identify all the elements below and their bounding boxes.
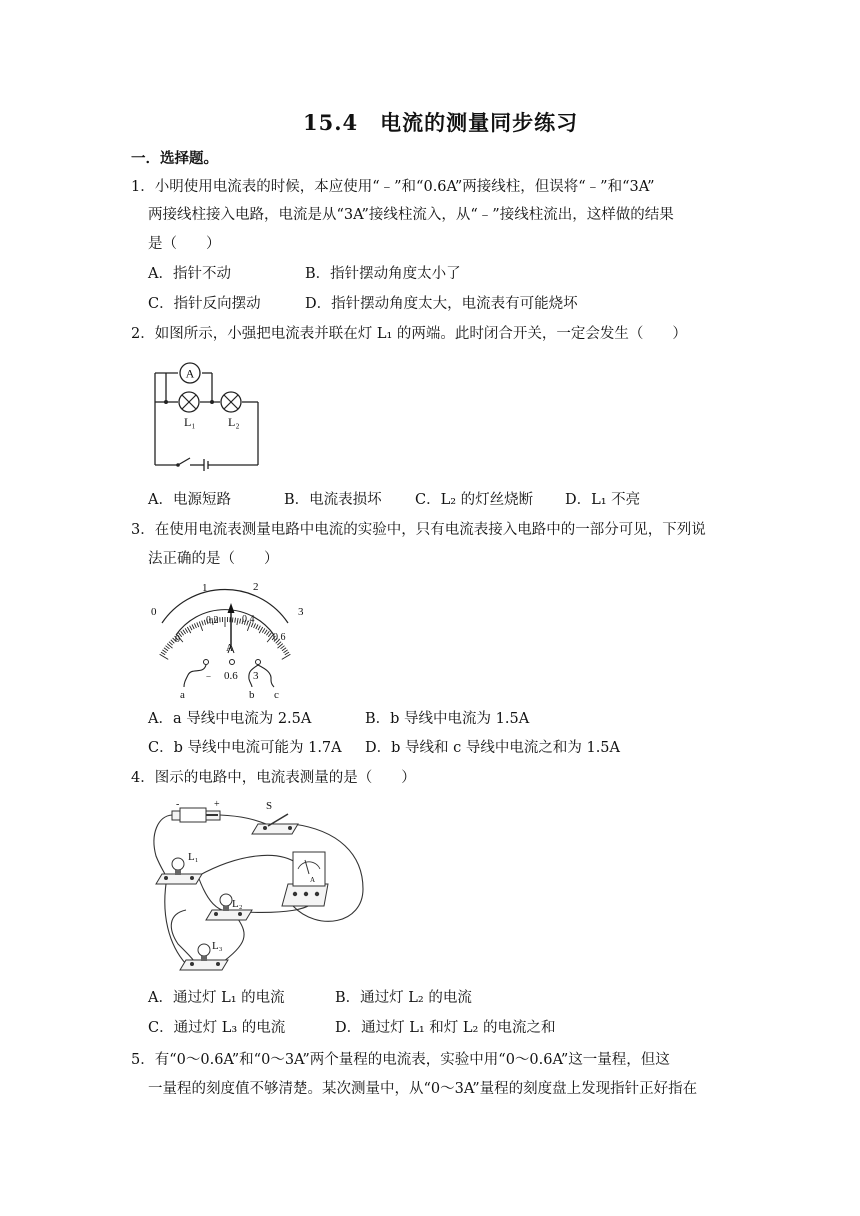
q1-text-line3: 是（ ） [148, 236, 221, 252]
dial-tick-mark [161, 652, 165, 655]
dial-tick-mark [281, 646, 285, 649]
q4-option-d: D．通过灯 L₁ 和灯 L₂ 的电流之和 [335, 1020, 556, 1036]
wire-b-label: b [249, 689, 255, 701]
lamp-l3 [180, 940, 228, 970]
dial-tick-mark [282, 654, 291, 659]
q4-circuit-photo [148, 794, 370, 978]
lamp-l1-label: L₁ [188, 851, 199, 863]
dial-tick-mark [264, 630, 267, 634]
dial-tick-mark [169, 642, 173, 645]
dial-inner-tick-02: 0.2 [206, 615, 219, 626]
q3-option-d: D．b 导线和 c 导线中电流之和为 1.5A [365, 740, 620, 756]
dial-tick-mark [266, 631, 269, 635]
dial-outer-tick-3: 3 [298, 606, 304, 618]
dial-tick-mark [268, 633, 271, 637]
lamp-l2 [206, 894, 252, 920]
q2-option-b: B．电流表损坏 [284, 492, 382, 508]
dial-inner-tick-04: 0.4 [242, 614, 255, 625]
dial-tick-mark [194, 623, 196, 628]
dial-tick-mark [285, 652, 289, 655]
q1-text-line1: 1．小明使用电流表的时候，本应使用“﹣”和“0.6A”两接线柱，但误将“﹣”和“3A” [131, 179, 655, 195]
dial-tick-mark [185, 628, 188, 632]
lamp-l3-label: L₃ [212, 940, 223, 952]
dial-inner-tick-06: 0.6 [273, 632, 286, 643]
dial-tick-mark [166, 646, 170, 649]
dial-outer-tick-1: 1 [202, 582, 208, 594]
q3-option-b: B．b 导线中电流为 1.5A [365, 711, 530, 727]
dial-tick-mark [282, 648, 286, 651]
lamp-l2-label: L₂ [232, 898, 243, 910]
dial-tick-mark [232, 617, 233, 622]
q1-option-c: C．指针反向摆动 [148, 296, 261, 312]
battery-holder [172, 799, 220, 822]
q3-option-c: C．b 导线中电流可能为 1.7A [148, 740, 342, 756]
q2-text-line1: 2．如图所示，小强把电流表并联在灯 L₁ 的两端。此时闭合开关，一定会发生（ ） [131, 326, 687, 342]
dial-tick-mark [258, 626, 260, 630]
dial-outer-tick-0: 0 [151, 606, 157, 618]
q4-text-line1: 4．图示的电路中，电流表测量的是（ ） [131, 770, 416, 786]
q3-text-line1: 3．在使用电流表测量电路中电流的实验中，只有电流表接入电路中的一部分可见，下列说 [131, 522, 706, 538]
dial-tick-mark [164, 648, 168, 651]
q5-text-line1: 5．有“0～0.6A”和“0～3A”两个量程的电流表，实验中用“0～0.6A”这一量程，但这 [131, 1052, 670, 1068]
wire-a-label: a [180, 689, 185, 701]
dial-tick-mark [190, 626, 192, 630]
terminal-minus: ﹣ [203, 670, 214, 682]
q3-text-line2: 法正确的是（ ） [148, 551, 279, 567]
lamp-l1-symbol [179, 392, 199, 412]
dial-tick-mark [235, 618, 236, 623]
lamp-l1 [156, 851, 202, 884]
ammeter-device-label: A [310, 876, 316, 884]
dial-tick-mark [284, 650, 288, 653]
battery-plus-label: + [214, 799, 220, 810]
q4-option-a: A．通过灯 L₁ 的电流 [148, 990, 285, 1006]
l1-label: L₁ [184, 415, 196, 429]
ammeter-label: A [185, 366, 195, 381]
l2-label: L₂ [228, 415, 240, 429]
lamp-l2-symbol [221, 392, 241, 412]
q1-option-d: D．指针摆动角度太大，电流表有可能烧坏 [305, 296, 578, 312]
dial-tick-mark [192, 625, 194, 630]
q3-ammeter-dial [148, 575, 304, 701]
battery-minus-label: - [176, 799, 180, 810]
q1-text-line2: 两接线柱接入电路，电流是从“3A”接线柱流入，从“﹣”接线柱流出，这样做的结果 [148, 207, 674, 223]
dial-tick-mark [202, 621, 204, 626]
q1-option-a: A．指针不动 [148, 266, 231, 282]
dial-tick-mark [197, 622, 199, 627]
dial-inner-tick-0: 0 [175, 634, 180, 645]
terminal-06: 0.6 [224, 670, 238, 682]
dial-outer-tick-2: 2 [253, 581, 259, 593]
wire-c-label: c [274, 689, 279, 701]
q2-option-c: C．L₂ 的灯丝烧断 [415, 492, 534, 508]
dial-unit-label: A [226, 643, 234, 654]
section-heading: 一．选择题。 [131, 150, 218, 167]
dial-tick-mark [181, 631, 184, 635]
dial-tick-mark [237, 618, 238, 625]
dial-tick-mark [171, 640, 175, 644]
q4-option-b: B．通过灯 L₂ 的电流 [335, 990, 472, 1006]
ammeter-device [282, 852, 328, 906]
dial-tick-mark [160, 654, 169, 659]
q2-option-d: D．L₁ 不亮 [565, 492, 641, 508]
dial-tick-mark [262, 628, 265, 632]
terminal-3: 3 [253, 670, 259, 682]
page-title: 15.4 电流的测量同步练习 [303, 110, 579, 135]
dial-tick-mark [183, 630, 186, 634]
dial-tick-mark [256, 625, 258, 630]
q4-option-c: C．通过灯 L₃ 的电流 [148, 1020, 286, 1036]
switch-s [252, 800, 298, 834]
dial-tick-mark [162, 650, 166, 653]
q2-option-a: A．电源短路 [148, 492, 231, 508]
q3-option-a: A．a 导线中电流为 2.5A [148, 711, 312, 727]
q1-option-b: B．指针摆动角度太小了 [305, 266, 461, 282]
ammeter-symbol [180, 363, 200, 383]
switch-label: S [266, 800, 273, 812]
dial-tick-mark [240, 619, 241, 624]
q2-circuit-diagram [148, 355, 263, 473]
q5-text-line2: 一量程的刻度值不够清楚。某次测量中，从“0～3A”量程的刻度盘上发现指针正好指在 [148, 1081, 698, 1097]
